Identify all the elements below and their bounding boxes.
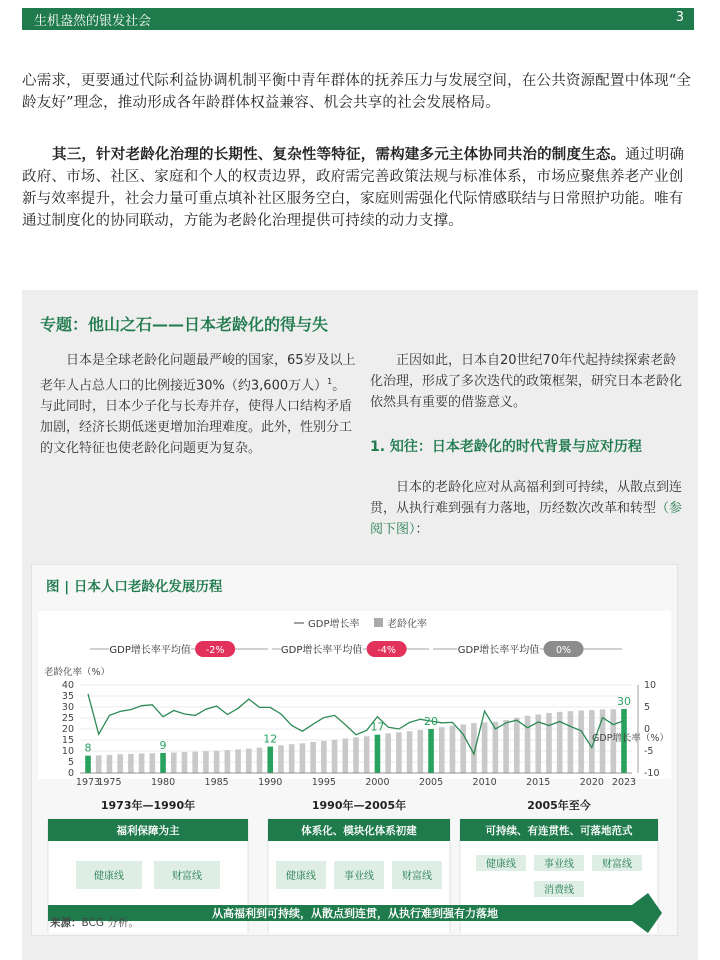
- stage-line-label: 财富线: [402, 871, 432, 882]
- stage-line-label: 消费线: [544, 885, 574, 896]
- y-right-tick-label: -10: [644, 768, 660, 779]
- y-right-tick-label: -5: [644, 746, 654, 757]
- aging-bar: [300, 743, 306, 773]
- aging-bar-value: 8: [84, 741, 92, 755]
- left-column-b: 。与此同时，日本少子化与长寿并存，使得人口结构矛盾加剧，经济长期低迷更增加治理难度。此外，性别分工的文化特征也使老龄化问题更为复杂。: [40, 378, 353, 457]
- aging-bar: [407, 731, 413, 773]
- y-right-axis-label: GDP增长率（%）: [592, 733, 669, 744]
- aging-bar: [396, 732, 402, 773]
- stage-line-label: 健康线: [486, 859, 516, 870]
- aging-bar: [203, 751, 209, 773]
- aging-bar: [225, 750, 231, 773]
- aging-bar: [578, 711, 584, 773]
- y-left-tick-label: 5: [67, 757, 74, 768]
- aging-bar: [439, 727, 445, 773]
- aging-bar-value: 17: [370, 720, 385, 734]
- period-average-value: 0%: [555, 645, 572, 656]
- aging-bar: [267, 747, 273, 773]
- y-left-tick-label: 0: [67, 768, 74, 779]
- stage-theme: 可持续、有连贯性、可落地范式: [485, 825, 633, 837]
- figure-reference-link[interactable]: （参阅下图）: [370, 501, 683, 537]
- aging-bar: [482, 722, 488, 773]
- aging-bar: [107, 755, 113, 773]
- period-average-value: -2%: [205, 645, 225, 656]
- paragraph-1: 心需求，更要通过代际利益协调机制平衡中青年群体的抚养压力与发展空间，在公共资源配置中体现“全龄友好”理念，推动形成各年龄群体权益兼容、机会共享的社会发展格局。: [22, 73, 692, 111]
- right-column-text-2-body: 日本的老龄化应对从高福利到可持续，从散点到连贯，从执行难到强有力落地，历经数次改革和转型: [370, 480, 683, 516]
- aging-bar: [342, 738, 348, 773]
- running-title: 生机盎然的银发社会: [34, 14, 152, 29]
- period-average-label: GDP增长率平均值: [457, 645, 540, 656]
- aging-bar: [514, 718, 520, 773]
- aging-bar: [332, 740, 338, 773]
- stage-line-label: 健康线: [94, 871, 124, 882]
- period-average-value: -4%: [377, 645, 396, 656]
- legend-gdp-label: GDP增长率: [308, 619, 360, 630]
- aging-bar: [546, 713, 552, 773]
- aging-bar: [214, 751, 220, 773]
- aging-bar: [278, 745, 284, 773]
- x-tick-label: 2000: [365, 777, 390, 788]
- aging-bar: [321, 741, 327, 773]
- left-column-a: 日本是全球老龄化问题最严峻的国家，65岁及以上老年人占总人口的比例接近30%（约3,600万人）: [40, 353, 356, 394]
- aging-bar: [353, 737, 359, 773]
- y-left-tick-label: 35: [61, 691, 74, 702]
- aging-bar: [364, 736, 370, 773]
- aging-bar: [418, 730, 424, 773]
- paragraph-2-lead: 其三，针对老龄化治理的长期性、复杂性等特征，需构建多元主体协同共治的制度生态。: [52, 146, 626, 163]
- aging-bar: [568, 711, 574, 773]
- y-right-tick-label: 0: [644, 724, 651, 735]
- aging-bar: [128, 754, 134, 773]
- right-column-text-1: 正因如此，日本自20世纪70年代起持续探索老龄化治理，形成了多次迭代的政策框架，研究日本老龄化依然具有重要的借鉴意义。: [370, 353, 683, 410]
- y-left-tick-label: 15: [61, 735, 74, 746]
- right-column-text-2-end: ：: [415, 522, 429, 537]
- aging-bar: [235, 749, 241, 773]
- x-tick-label: 1975: [97, 777, 122, 788]
- aging-bar: [450, 726, 456, 773]
- y-left-tick-label: 10: [61, 746, 74, 757]
- x-tick-label: 2023: [611, 777, 637, 788]
- aging-bar: [171, 753, 177, 773]
- source-label: 来源：: [50, 917, 82, 929]
- figure-source: [50, 915, 139, 930]
- paragraph-2-body: 通过明确政府、市场、社区、家庭和个人的权责边界，政府需完善政策法规与标准体系，市场应聚焦养老产业创新与效率提升，社会力量可重点填补社区服务空白，家庭则需强化代际情感联结与日常照护功能。唯有通过制度化的协同联动，方能为老龄化治理提供可持续的动力支撑。: [22, 147, 685, 229]
- aging-bar: [139, 753, 145, 773]
- stage-line-label: 事业线: [544, 859, 574, 870]
- aging-bar-value: 20: [424, 715, 439, 728]
- header-bar: [22, 8, 694, 30]
- special-topic-title: 专题：他山之石——日本老龄化的得与失: [40, 315, 329, 334]
- aging-bar: [150, 753, 156, 773]
- x-tick-label: 1995: [311, 777, 336, 788]
- source-text: BCG 分析。: [81, 917, 139, 929]
- period-average-label: GDP增长率平均值: [109, 645, 191, 656]
- aging-bar: [85, 756, 91, 773]
- aging-bar: [246, 749, 252, 773]
- x-tick-label: 2010: [472, 777, 497, 788]
- left-column-text: [40, 350, 358, 459]
- y-left-axis-label: 老龄化率（%）: [44, 667, 111, 678]
- x-tick-label: 1980: [150, 777, 176, 788]
- legend-aging-label: 老龄化率: [387, 619, 427, 630]
- stage-arrow-text: 从高福利到可持续，从散点到连贯，从执行难到强有力落地: [212, 907, 498, 920]
- y-left-tick-label: 30: [61, 702, 74, 713]
- x-tick-label: 1985: [204, 777, 229, 788]
- aging-bar: [525, 716, 531, 773]
- aging-bar: [182, 752, 188, 773]
- stage-period: 1973年—1990年: [100, 799, 196, 812]
- x-tick-label: 2020: [579, 777, 604, 788]
- legend-aging-swatch: [374, 618, 383, 627]
- x-tick-label: 2015: [526, 777, 551, 788]
- stage-line-label: 财富线: [602, 859, 632, 870]
- y-left-tick-label: 20: [61, 724, 74, 735]
- stage-period: 2005年至今: [527, 799, 591, 812]
- x-tick-label: 2005: [418, 777, 444, 788]
- stage-line-label: 财富线: [172, 871, 202, 882]
- aging-bar: [385, 733, 391, 773]
- stage-line-label: 健康线: [286, 871, 316, 882]
- stage-line-label: 事业线: [344, 871, 374, 882]
- aging-bar: [257, 748, 263, 773]
- aging-bar-value: 12: [263, 732, 278, 746]
- right-column-text-2: [370, 477, 686, 540]
- aging-bar: [160, 753, 166, 773]
- y-left-tick-label: 40: [61, 680, 74, 691]
- aging-bar: [310, 742, 316, 773]
- stage-period: 1990年—2005年: [311, 799, 407, 812]
- y-right-tick-label: 10: [644, 680, 657, 691]
- period-average-label: GDP增长率平均值: [280, 645, 363, 656]
- aging-bar: [192, 752, 198, 773]
- aging-chart: [32, 593, 677, 933]
- aging-bar: [289, 744, 295, 773]
- stage-theme: 福利保障为主: [116, 825, 180, 837]
- figure-japan-aging: [32, 565, 677, 935]
- aging-bar: [375, 735, 381, 773]
- paragraph-2: [22, 144, 698, 232]
- aging-bar: [503, 720, 509, 773]
- y-left-tick-label: 25: [61, 713, 74, 724]
- page-number: 3: [675, 10, 684, 25]
- section-heading-1: 1. 知往：日本老龄化的时代背景与应对历程: [370, 439, 642, 455]
- stage-theme: 体系化、模块化体系初建: [301, 825, 417, 837]
- figure-title: 图 | 日本人口老龄化发展历程: [46, 579, 223, 595]
- footnote-marker: 1: [327, 377, 333, 386]
- y-right-tick-label: 5: [644, 702, 651, 713]
- aging-bar-value: 9: [159, 738, 167, 752]
- aging-bar: [428, 729, 434, 773]
- aging-bar: [96, 755, 102, 773]
- aging-bar-value: 30: [617, 694, 631, 708]
- aging-bar: [117, 754, 123, 773]
- x-tick-label: 1973: [75, 777, 101, 788]
- x-tick-label: 1990: [258, 777, 283, 788]
